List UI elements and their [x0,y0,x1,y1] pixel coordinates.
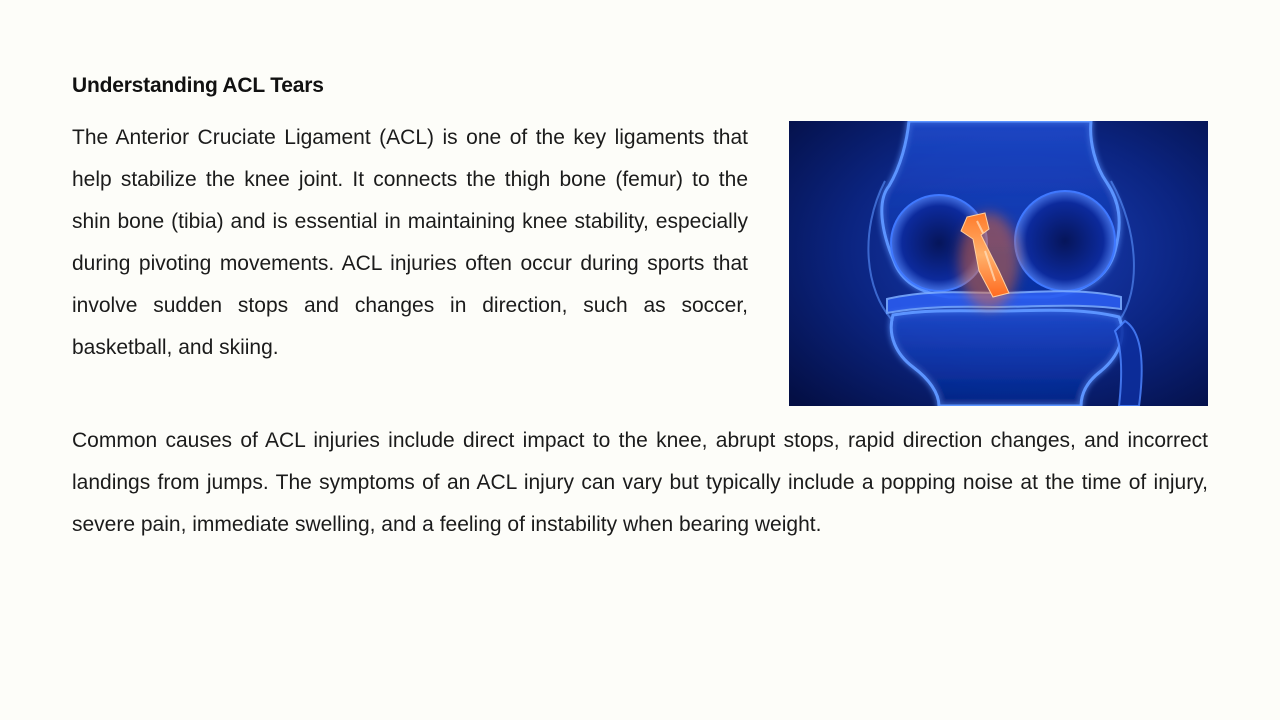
causes-paragraph: Common causes of ACL injuries include direct impact to the knee, abrupt stops, rapid direction changes, and incorrect landings from jumps. The symptoms of an ACL injury can vary but typically include a popping noise at the time of injury, severe pain, immediate swelling, and a feeling of instability when bearing weight. [72,429,1208,536]
article [72,0,1208,720]
knee-acl-illustration [789,121,1208,406]
article-title: Understanding ACL Tears [72,74,324,97]
knee-joint-image [789,121,1208,406]
lateral-condyle [1015,191,1115,291]
intro-paragraph: The Anterior Cruciate Ligament (ACL) is one of the key ligaments that help stabilize the knee joint. It connects the thigh bone (femur) to the shin bone (tibia) and is essential in maintaining knee stability, especially during pivoting movements. ACL injuries often occur during sports that involve sudden stops and changes in direction, such as soccer, basketball, and skiing. [72,126,748,359]
